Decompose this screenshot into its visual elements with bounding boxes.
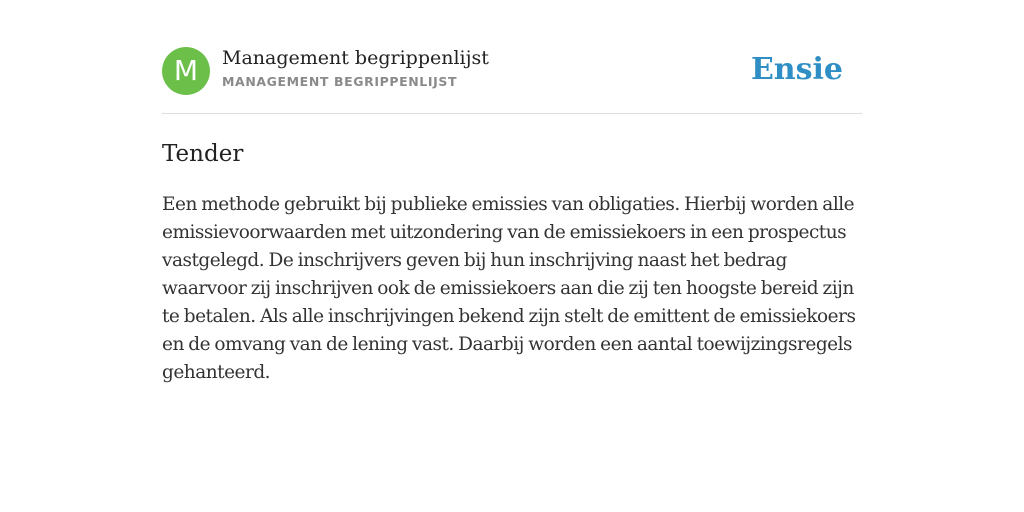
term-definition: Een methode gebruikt bij publieke emissies van obligaties. Hierbij worden alle emissievoorwaarden met uitzondering van de emissiekoers in een prospectus vastgelegd. De inschrijvers geven bij hun inschrijving naast het bedrag waarvoor zij inschrijven ook de emissiekoers aan die zij ten hoogste bereid zijn te betalen. Als alle inschrijvingen bekend zijn stelt de emittent de emissiekoers en de omvang van de lening vast. Daarbij worden een aantal toewijzingsregels gehanteerd. [162, 194, 856, 383]
card-header [162, 46, 862, 114]
glossary-title[interactable]: Management begrippenlijst [222, 47, 489, 69]
definition-card [162, 46, 862, 387]
header-titles [222, 46, 489, 94]
avatar[interactable]: M [162, 47, 210, 95]
term-title: Tender [162, 141, 244, 167]
glossary-subtitle: MANAGEMENT BEGRIPPENLIJST [222, 74, 458, 89]
ensie-logo[interactable]: Ensie [750, 52, 843, 87]
